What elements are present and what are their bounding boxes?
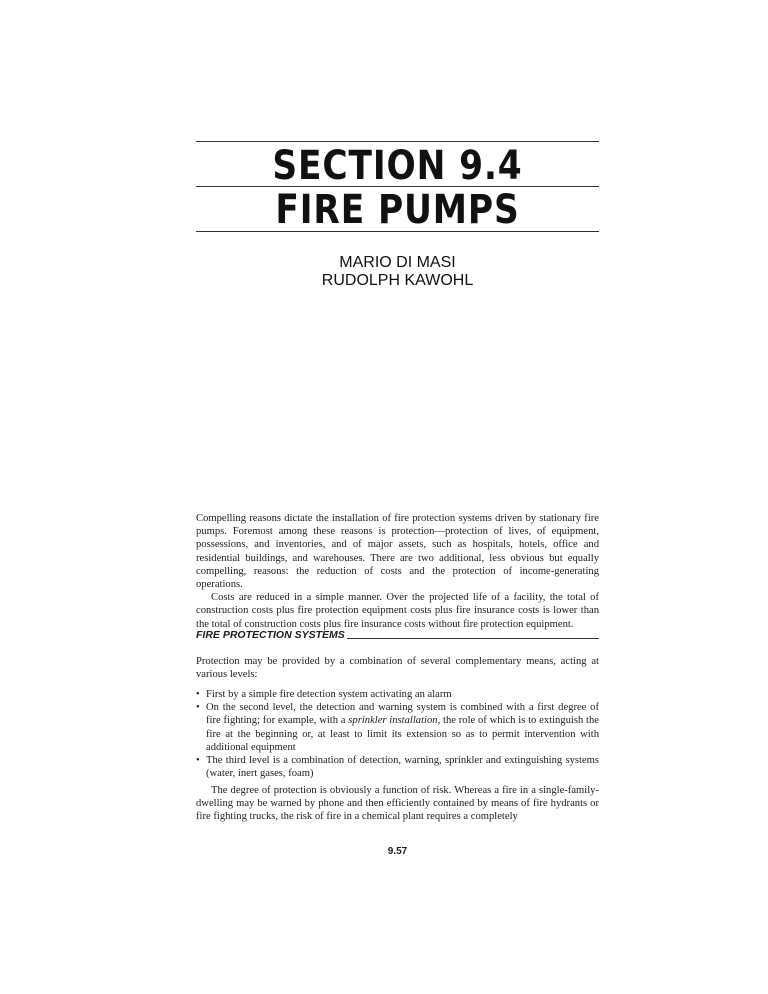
top-rule bbox=[196, 141, 599, 142]
body-text bbox=[196, 784, 599, 824]
section-heading bbox=[196, 629, 599, 641]
list-item bbox=[196, 754, 599, 780]
page-number: 9.57 bbox=[387, 846, 408, 857]
author-name: RUDOLPH KAWOHL bbox=[321, 272, 474, 289]
bullet-list bbox=[196, 688, 599, 780]
list-item bbox=[196, 701, 599, 754]
heading-rule bbox=[347, 638, 599, 639]
bottom-rule bbox=[196, 231, 599, 232]
section-title: SECTION 9.4 bbox=[272, 143, 523, 189]
intro-text bbox=[196, 512, 599, 631]
list-item-text: The third level is a combination of detection, warning, sprinkler and extinguishing systems (water, inert gases, foam) bbox=[206, 755, 599, 780]
section-heading-text: FIRE PROTECTION SYSTEMS bbox=[196, 629, 345, 641]
bullet-marker: • bbox=[196, 755, 200, 767]
bullet-marker: • bbox=[196, 689, 200, 700]
emphasized-term: sprinkler installation bbox=[348, 715, 438, 727]
intro-paragraph: Costs are reduced in a simple manner. Over the projected life of a facility, the total of construction costs plus fire protection equipment costs plus fire insurance costs is lower than the total of construction costs plus fire insurance costs without fire protection equipment. bbox=[196, 592, 599, 630]
bullet-marker: • bbox=[196, 702, 200, 714]
section-lead: Protection may be provided by a combination of several complementary means, acting at various levels: bbox=[196, 656, 599, 681]
body-paragraph: The degree of protection is obviously a function of risk. Whereas a fire in a single-family-dwelling may be warned by phone and then efficiently contained by means of fire hydrants or fire fighting trucks, the risk of fire in a chemical plant requires a completely bbox=[196, 785, 599, 823]
chapter-title: FIRE PUMPS bbox=[275, 187, 520, 233]
intro-paragraph: Compelling reasons dictate the installation of fire protection systems driven by stationary fire pumps. Foremost among these reasons is protection—protection of lives, of equipment, possessions, and inventories, and of major assets, such as hospitals, hotels, office and residential buildings, and warehouses. There are two additional, less obvious but equally compelling, reasons: the reduction of costs and the protection of income-generating operations. bbox=[196, 513, 599, 591]
list-item bbox=[196, 688, 599, 701]
list-item-text: On the second level, the detection and warning system is combined with a first degree of fire fighting; for example, with a bbox=[206, 702, 599, 727]
list-item-text: , the role of which is to extinguish the fire at the beginning or, at least to limit its extension so as to permit intervention with additional equipment bbox=[206, 715, 599, 753]
list-item-text: First by a simple fire detection system activating an alarm bbox=[206, 689, 452, 700]
author-name: MARIO DI MASI bbox=[339, 254, 456, 271]
